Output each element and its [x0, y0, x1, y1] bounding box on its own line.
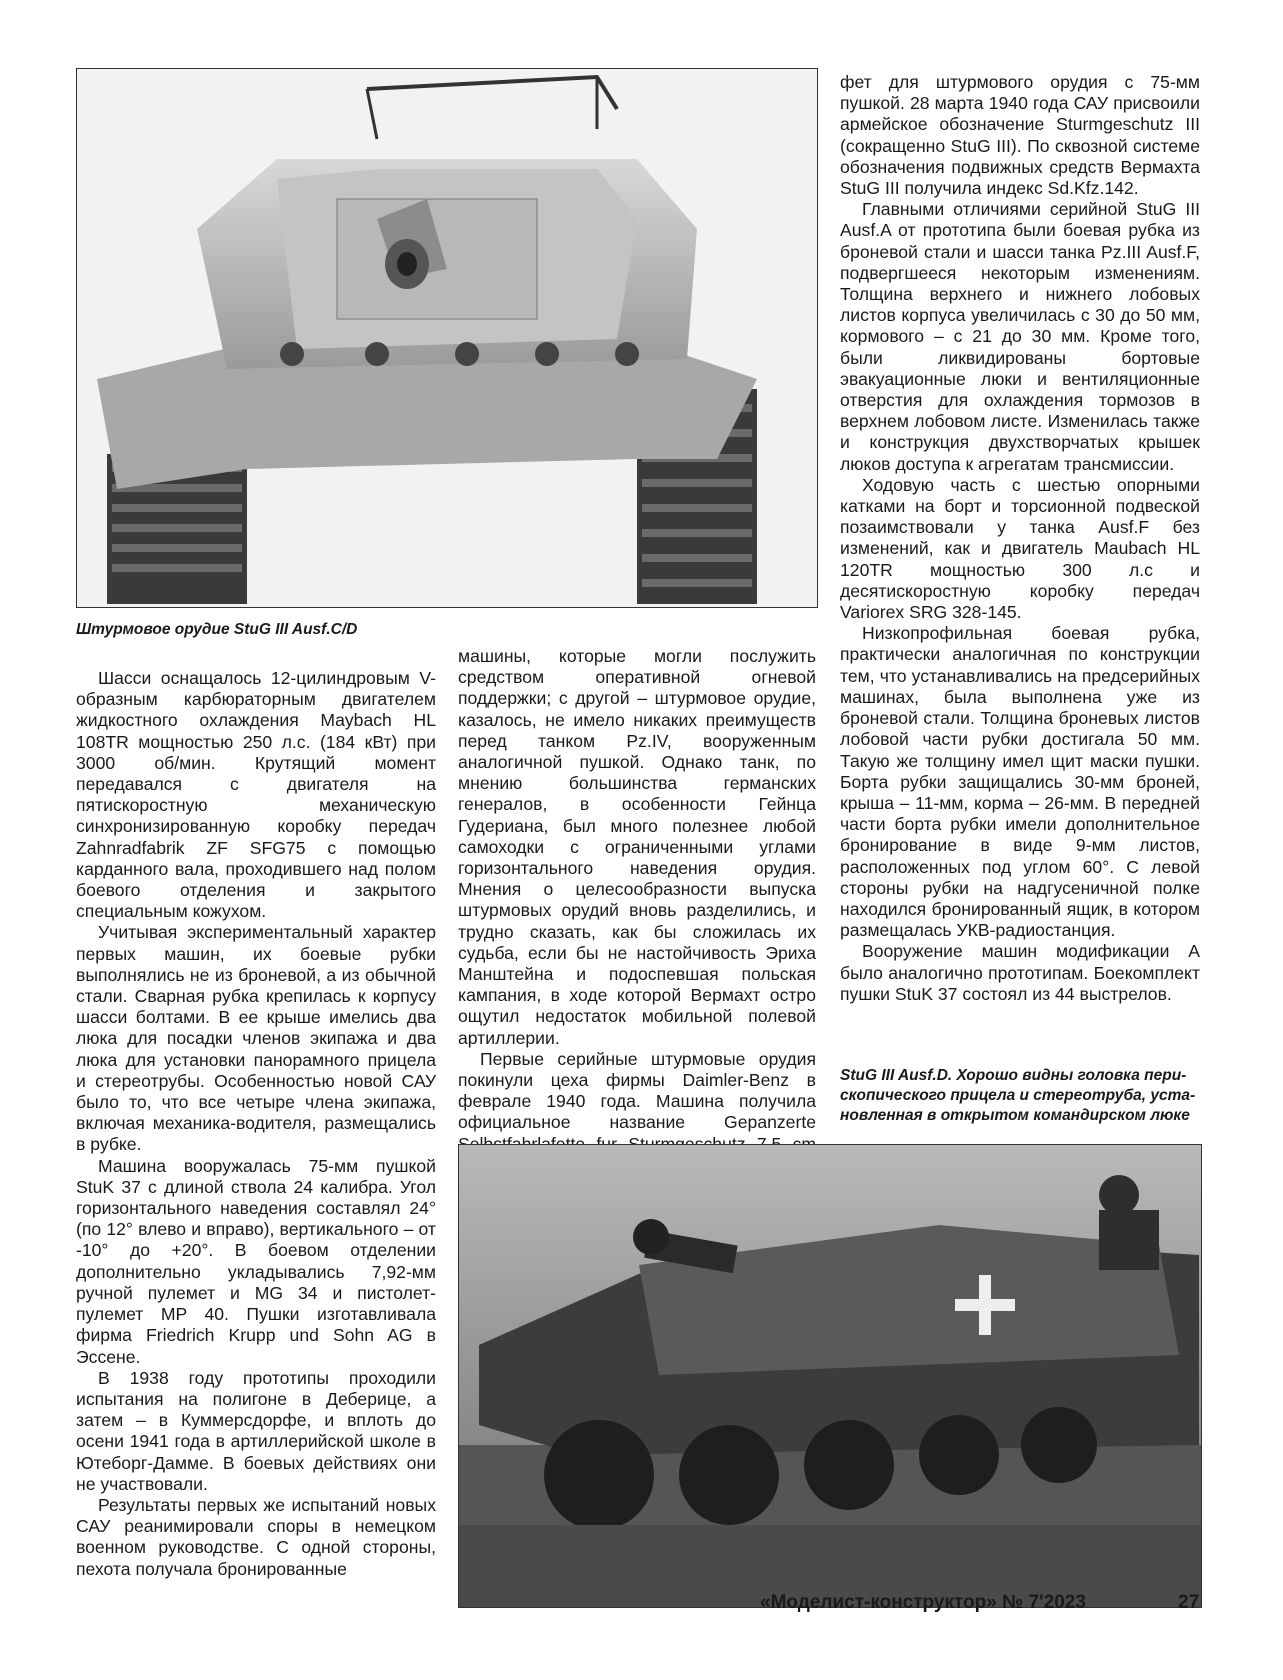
text-column-2	[458, 646, 816, 1176]
paragraph: Результаты первых же испытаний новых САУ реанимировали споры в немецком военном руководстве. С одной стороны, пехота получала бронированные	[76, 1494, 436, 1579]
paragraph: В 1938 году прототипы проходили испытания на полигоне в Деберице, а затем – в Куммерсдорфе, и вплоть до осени 1941 года в артиллерийской школе в Ютеборг-Дамме. В боевых действиях они не участвовали.	[76, 1367, 436, 1494]
paragraph: Машина вооружалась 75-мм пушкой StuK 37 с длиной ствола 24 калибра. Угол горизонтального наведения составлял 24° (по 12° влево и вправо), вертикального – от -10° до +20°. В боевом отделении дополнительно укладывались 7,92-мм ручной пулемет и MG 34 и пистолет-пулемет MP 40. Пушки изготавливала фирма Friedrich Krupp und Sohn AG в Эссене.	[76, 1155, 436, 1367]
tank-field-illustration	[459, 1145, 1201, 1607]
text-column-3	[840, 72, 1200, 1005]
photo2-caption	[840, 1066, 1210, 1126]
paragraph: Шасси оснащалось 12-цилиндровым V-образным карбюраторным двигателем жидкостного охлаждения Maybach HL 108TR мощностью 250 л.с. (184 кВт) при 3000 об/мин. Крутящий момент передавался с двигателя на пятискоростную механическую синхронизированную коробку передач Zahnradfabrik ZF SFG75 с помощью карданного вала, проходившего над полом боевого отделения и закрытого специальным кожухом.	[76, 668, 436, 922]
page-number: 27	[1178, 1592, 1200, 1613]
magazine-footer: «Моделист-конструктор» № 7'2023	[760, 1592, 1086, 1613]
caption-line: скопического прицела и стереотруба, уста-	[840, 1087, 1196, 1104]
paragraph: Вооружение машин модификации А было аналогично прототипам. Боекомплект пушки StuK 37 состоял из 44 выстрелов.	[840, 941, 1200, 1004]
text-column-1	[76, 668, 436, 1580]
paragraph: Первые серийные штурмовые орудия покинули цеха фирмы Daimler-Benz в феврале 1940 года. Машина получила официальное название Gepanzerte	[458, 1048, 816, 1133]
tank-front-illustration	[77, 69, 817, 607]
paragraph-continued: фет для штурмового орудия с 75-мм пушкой. 28 марта 1940 года САУ присвоили армейское обозначение Sturmgeschutz III (сокращенно StuG III). По сквозной системе обозначения подвижных средств Вермахта StuG III получила индекс Sd.Kfz.142.	[840, 72, 1200, 199]
paragraph-continued: машины, которые могли послужить средством оперативной огневой поддержки; с другой – штурмовое орудие, казалось, не имело никаких преимуществ перед танком Pz.IV, вооруженным аналогичной пушкой. Однако танк, по мнению большинства германских генералов, в особенности Гейнца Гудериана, был много полезнее любой самоходки с ограниченными углами горизонтального наведения орудия. Мнения о целесообразности выпуска штурмовых орудий вновь разделились, и трудно сказать, как бы сложилась их судьба, если бы не настойчивость Эриха Манштейна и подоспевшая польская кампания, в ходе которой Вермахт остро ощутил недостаток мобильной полевой артиллерии.	[458, 646, 816, 1048]
paragraph: Главными отличиями серийной StuG III Ausf.A от прототипа были боевая рубка из броневой стали и шасси танка Pz.III Ausf.F, подвергшееся некоторым изменениям. Толщина верхнего и нижнего лобовых листов корпуса увеличилась с 30 до 50 мм, кормового – с 21 до 30 мм. Кроме того, были ликвидированы бортовые эвакуационные люки и вентиляционные отверстия для охлаждения тормозов в верхнем лобовом листе. Изменилась также и конструкция двухстворчатых крышек люков доступа к агрегатам трансмиссии.	[840, 199, 1200, 474]
paragraph: Учитывая экспериментальный характер первых машин, их боевые рубки выполнялись не из броневой, а из обычной стали. Сварная рубка крепилась к корпусу шасси болтами. В ее крыше имелись два люка для посадки членов экипажа и два люка для установки панорамного прицела и стереотрубы. Особенностью новой САУ было то, что все четыре члена экипажа, включая механика-водителя, размещались в рубке.	[76, 922, 436, 1155]
stug-tank-field-photo	[458, 1144, 1202, 1608]
caption-line: StuG III Ausf.D. Хорошо видны головка пери-	[840, 1067, 1187, 1084]
photo1-caption: Штурмовое орудие StuG III Ausf.C/D	[76, 621, 358, 638]
caption-line: новленная в открытом командирском люке	[840, 1107, 1190, 1124]
paragraph: Ходовую часть с шестью опорными катками на борт и торсионной подвеской позаимствовали у танка Ausf.F без изменений, как и двигатель Maubach HL 120TR мощностью 300 л.с и десятискоростную коробку передач Variorex SRG 328-145.	[840, 474, 1200, 623]
paragraph: Низкопрофильная боевая рубка, практически аналогичная по конструкции тем, что устанавливались на предсерийных машинах, была выполнена уже из броневой стали. Толщина броневых листов лобовой части рубки достигала 50 мм. Такую же толщину имел щит маски пушки. Борта рубки защищались 30-мм броней, крыша – 11-мм, корма – 26-мм. В передней части борта рубки имели дополнительное бронирование в виде 9-мм листов, расположенных под углом 60°. С левой стороны рубки на надгусеничной полке находился бронированный ящик, в котором размещалась УКВ-радиостанция.	[840, 623, 1200, 941]
stug-tank-front-photo	[76, 68, 818, 608]
